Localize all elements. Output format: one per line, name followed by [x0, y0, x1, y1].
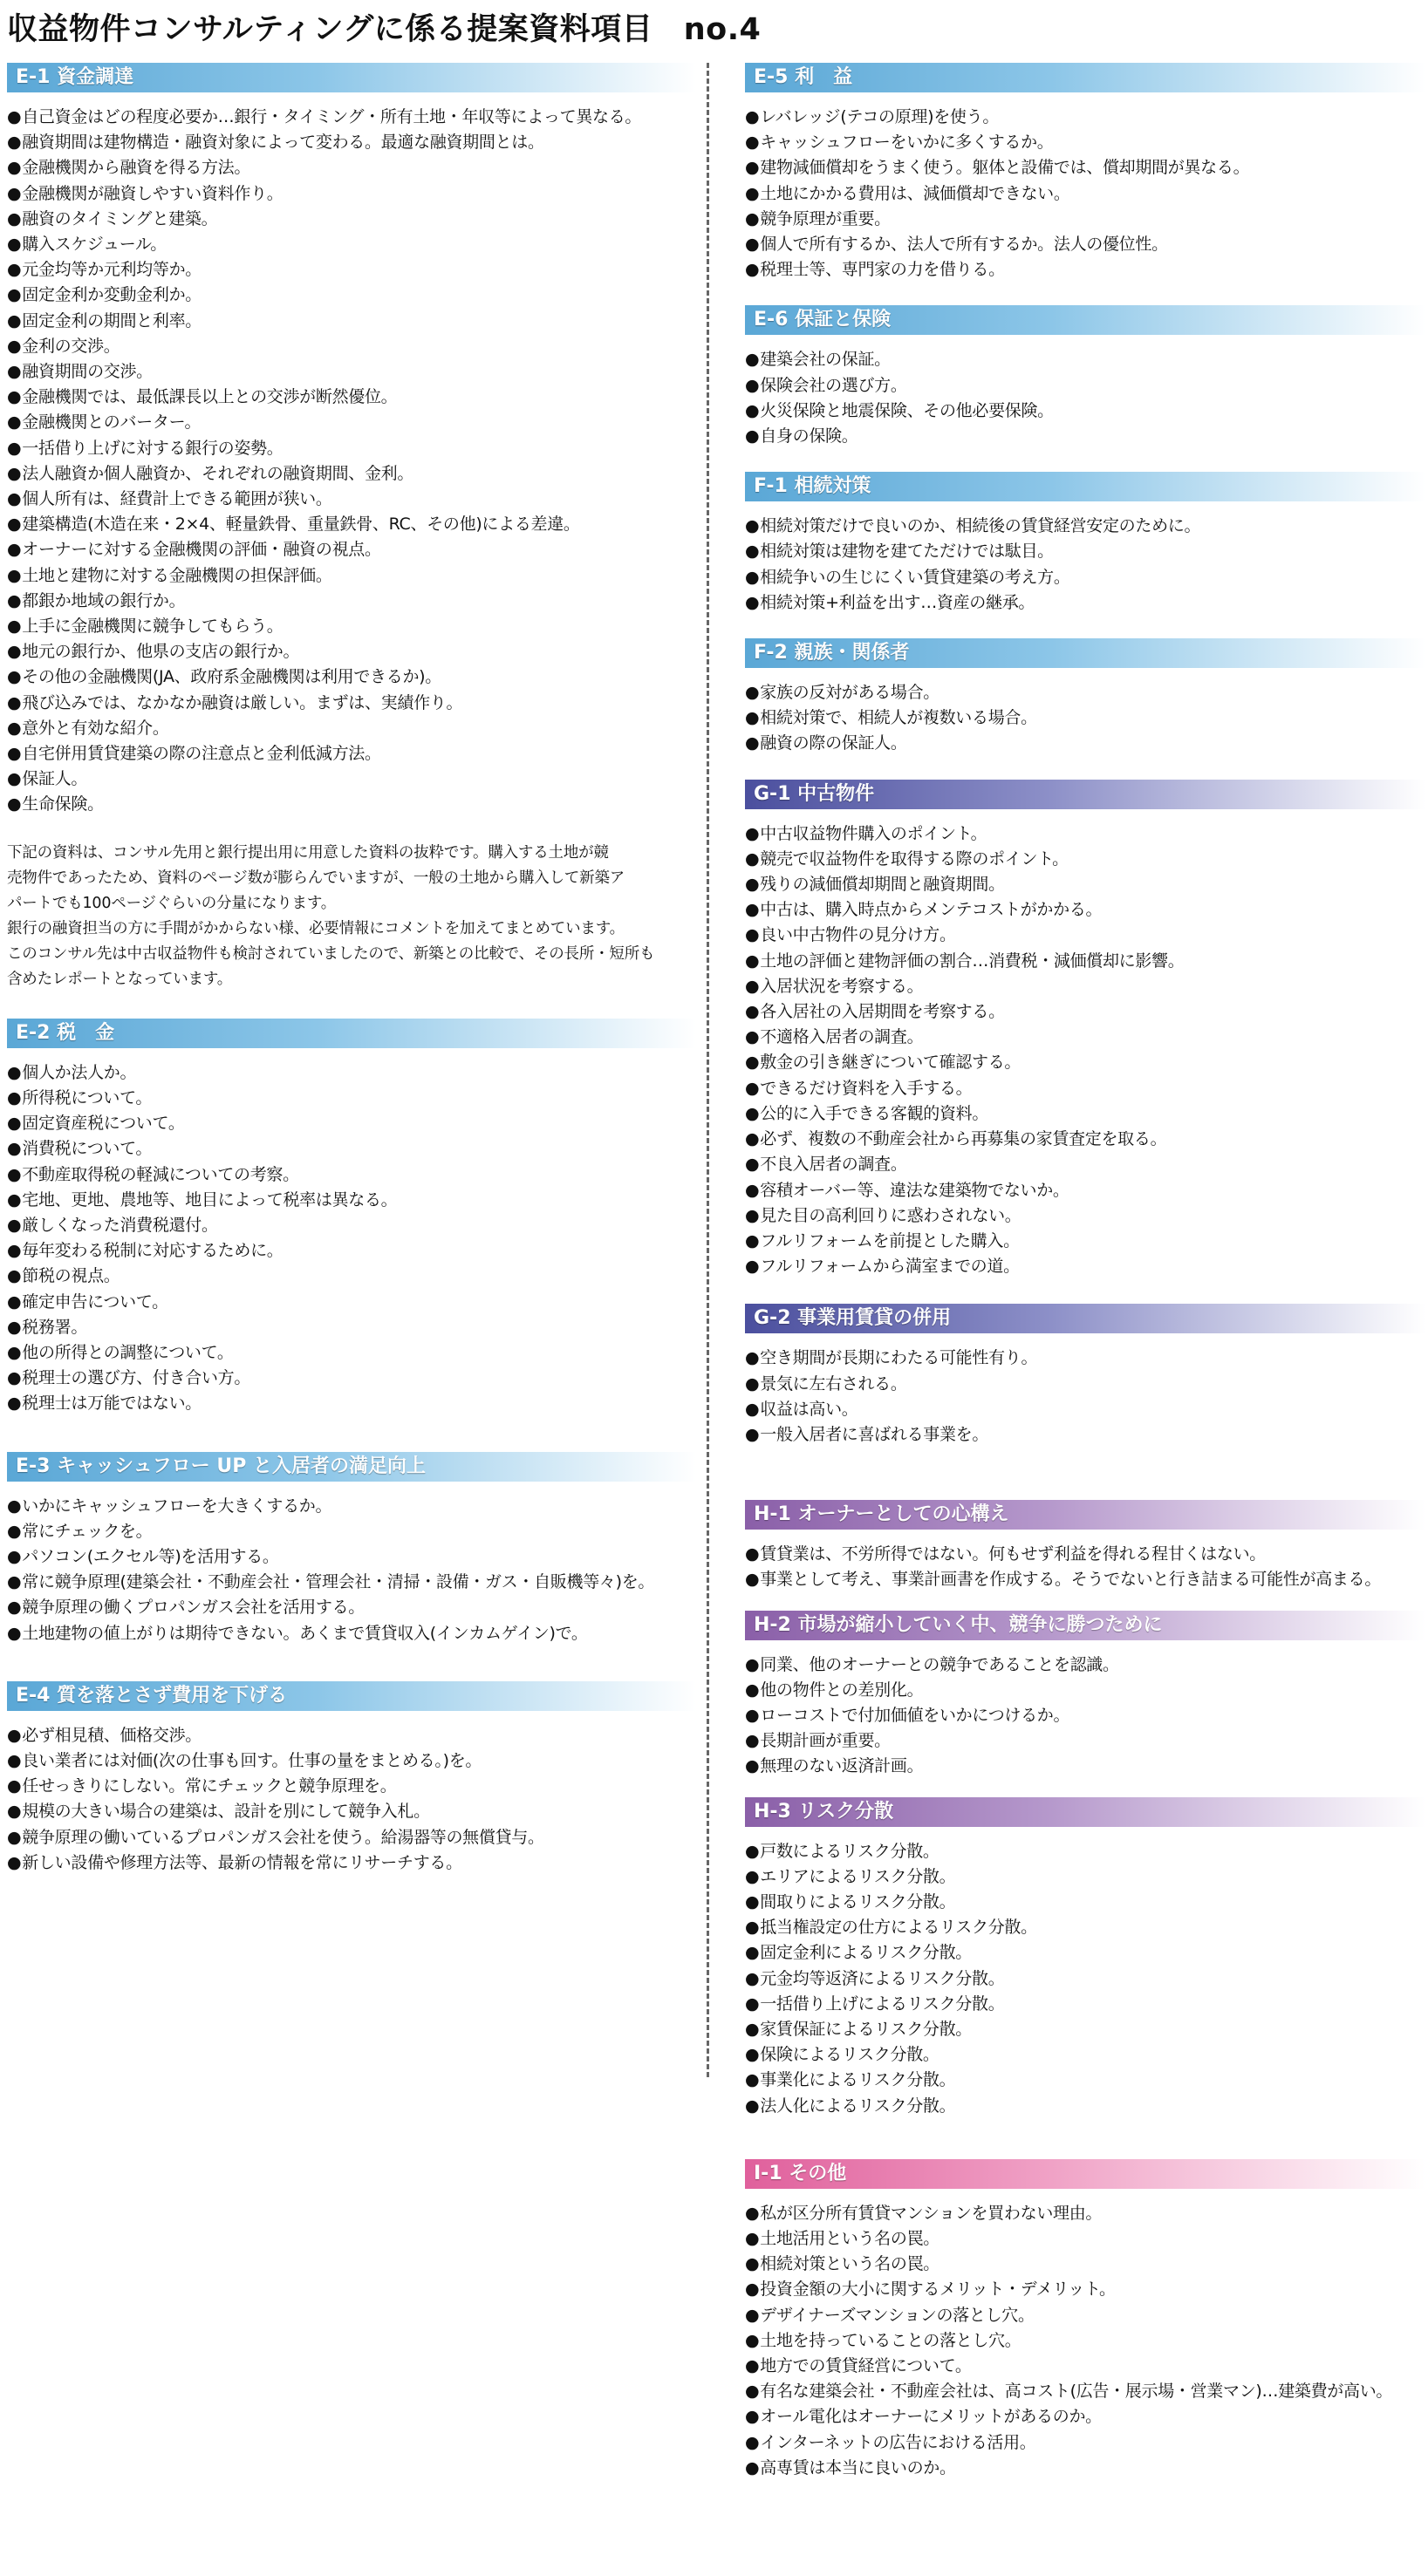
section-heading: E-5 利 益: [745, 63, 1425, 92]
section-heading: H-3 リスク分散: [745, 1797, 1425, 1827]
bullet-list: [745, 1839, 1425, 2119]
list-item: ● 一般入居者に喜ばれる事業を。: [745, 1422, 1425, 1448]
bullet-list: [745, 514, 1425, 616]
list-item: ● 良い中古物件の見分け方。: [745, 923, 1425, 948]
list-item: ● 他の所得との調整について。: [7, 1340, 696, 1366]
list-item: ● 公的に入手できる客観的資料。: [745, 1101, 1425, 1127]
list-item: ● できるだけ資料を入手する。: [745, 1076, 1425, 1101]
list-item: ● エリアによるリスク分散。: [745, 1864, 1425, 1890]
bullet-list: [7, 1723, 696, 1876]
list-item: ● 長期計画が重要。: [745, 1728, 1425, 1754]
list-item: ● 土地を持っていることの落とし穴。: [745, 2328, 1425, 2354]
list-item: ● 購入スケジュール。: [7, 232, 696, 257]
list-item: ● 敷金の引き継ぎについて確認する。: [745, 1050, 1425, 1075]
list-item: ● 景気に左右される。: [745, 1372, 1425, 1397]
list-item: ● オール電化はオーナーにメリットがあるのか。: [745, 2404, 1425, 2429]
list-item: ● デザイナーズマンションの落とし穴。: [745, 2303, 1425, 2328]
list-item: ● 金融機関では、最低課長以上との交渉が断然優位。: [7, 385, 696, 410]
section: [7, 1681, 696, 1876]
list-item: ● 残りの減価償却期間と融資期間。: [745, 872, 1425, 897]
list-item: ● 確定申告について。: [7, 1290, 696, 1315]
bullet-list: [7, 1494, 696, 1646]
list-item: ● 厳しくなった消費税還付。: [7, 1213, 696, 1238]
list-item: ● 金利の交渉。: [7, 334, 696, 359]
list-item: ● 事業として考え、事業計画書を作成する。そうでないと行き詰まる可能性が高まる。: [745, 1567, 1425, 1592]
list-item: ● 意外と有効な紹介。: [7, 716, 696, 741]
section: [745, 780, 1425, 1280]
list-item: ● 有名な建築会社・不動産会社は、高コスト(広告・展示場・営業マン)…建築費が高い。: [745, 2379, 1425, 2404]
list-item: ● 戸数によるリスク分散。: [745, 1839, 1425, 1864]
list-item: ● 競争原理の働くプロパンガス会社を活用する。: [7, 1595, 696, 1620]
list-item: ● 保険によるリスク分散。: [745, 2042, 1425, 2068]
list-item: ● 規模の大きい場合の建築は、設計を別にして競争入札。: [7, 1799, 696, 1824]
bullet-list: [745, 1346, 1425, 1448]
list-item: ● 家賃保証によるリスク分散。: [745, 2017, 1425, 2042]
list-item: ● 相続争いの生じにくい賃貸建築の考え方。: [745, 565, 1425, 590]
right-column: [745, 63, 1425, 2481]
list-item: ● 土地にかかる費用は、減価償却できない。: [745, 181, 1425, 207]
list-item: ● 元金均等返済によるリスク分散。: [745, 1966, 1425, 1992]
list-item: ● 私が区分所有賃貸マンションを買わない理由。: [745, 2201, 1425, 2226]
list-item: ● 競争原理の働いているプロパンガス会社を使う。給湯器等の無償貸与。: [7, 1825, 696, 1850]
note-line: このコンサル先は中古収益物件も検討されていましたので、新築との比較で、その長所・短所も: [7, 944, 655, 963]
list-item: ● 一括借り上げに対する銀行の姿勢。: [7, 436, 696, 461]
list-item: ● 固定資産税について。: [7, 1111, 696, 1136]
column-divider: [707, 63, 709, 2077]
list-item: ● 賃貸業は、不労所得ではない。何もせず利益を得れる程甘くはない。: [745, 1542, 1425, 1567]
list-item: ● 常に競争原理(建築会社・不動産会社・管理会社・清掃・設備・ガス・自販機等々)を。: [7, 1570, 696, 1595]
list-item: ● 中古収益物件購入のポイント。: [745, 821, 1425, 847]
section-heading: F-1 相続対策: [745, 472, 1425, 501]
list-item: ● 不適格入居者の調査。: [745, 1025, 1425, 1050]
list-item: ● 固定金利によるリスク分散。: [745, 1940, 1425, 1966]
list-item: ● 税理士は万能ではない。: [7, 1391, 696, 1416]
list-item: ● いかにキャッシュフローを大きくするか。: [7, 1494, 696, 1519]
list-item: ● 他の物件との差別化。: [745, 1678, 1425, 1703]
list-item: ● 保証人。: [7, 767, 696, 792]
list-item: ● 個人所有は、経費計上できる範囲が狭い。: [7, 487, 696, 512]
list-item: ● 無理のない返済計画。: [745, 1754, 1425, 1779]
list-item: ● 事業化によるリスク分散。: [745, 2068, 1425, 2093]
note-line: 含めたレポートとなっています。: [7, 970, 233, 988]
section-heading: I-1 その他: [745, 2159, 1425, 2189]
list-item: ● 新しい設備や修理方法等、最新の情報を常にリサーチする。: [7, 1850, 696, 1876]
note-line: 売物件であったため、資料のページ数が膨らんでいますが、一般の土地から購入して新築ア: [7, 869, 625, 887]
section-heading: G-1 中古物件: [745, 780, 1425, 809]
note-line: 下記の資料は、コンサル先用と銀行提出用に用意した資料の抜粋です。購入する土地が競: [7, 843, 609, 862]
list-item: ● 個人か法人か。: [7, 1060, 696, 1086]
list-item: ● 金融機関が融資しやすい資料作り。: [7, 181, 696, 207]
list-item: ● 自己資金はどの程度必要か…銀行・タイミング・所有土地・年収等によって異なる。: [7, 105, 696, 130]
list-item: ● 消費税について。: [7, 1136, 696, 1162]
list-item: ● 地元の銀行か、他県の支店の銀行か。: [7, 639, 696, 664]
list-item: ● 投資金額の大小に関するメリット・デメリット。: [745, 2277, 1425, 2302]
list-item: ● ローコストで付加価値をいかにつけるか。: [745, 1703, 1425, 1728]
left-column: [7, 63, 696, 1876]
list-item: ● 土地建物の値上がりは期待できない。あくまで賃貸収入(インカムゲイン)で。: [7, 1621, 696, 1646]
list-item: ● 相続対策だけで良いのか、相続後の賃貸経営安定のために。: [745, 514, 1425, 539]
list-item: ● 宅地、更地、農地等、地目によって税率は異なる。: [7, 1188, 696, 1213]
section: [745, 305, 1425, 449]
list-item: ● 税理士等、専門家の力を借りる。: [745, 257, 1425, 283]
bullet-list: [7, 105, 696, 818]
list-item: ● 土地と建物に対する金融機関の担保評価。: [7, 563, 696, 589]
list-item: ● フルリフォームを前提とした購入。: [745, 1229, 1425, 1254]
bullet-list: [745, 347, 1425, 449]
list-item: ● 個人で所有するか、法人で所有するか。法人の優位性。: [745, 232, 1425, 257]
list-item: ● 収益は高い。: [745, 1397, 1425, 1422]
list-item: ● 地方での賃貸経営について。: [745, 2354, 1425, 2379]
list-item: ● 中古は、購入時点からメンテコストがかかる。: [745, 897, 1425, 923]
list-item: ● 元金均等か元利均等か。: [7, 257, 696, 283]
list-item: ● 節税の視点。: [7, 1264, 696, 1289]
list-item: ● 建築構造(木造在来・2×4、軽量鉄骨、重量鉄骨、RC、その他)による差違。: [7, 512, 696, 537]
list-item: ● 空き期間が長期にわたる可能性有り。: [745, 1346, 1425, 1371]
bullet-list: [7, 1060, 696, 1417]
section: [7, 1452, 696, 1646]
list-item: ● 相続対策+利益を出す…資産の継承。: [745, 590, 1425, 616]
list-item: ● オーナーに対する金融機関の評価・融資の視点。: [7, 537, 696, 562]
list-item: ● 相続対策で、相続人が複数いる場合。: [745, 705, 1425, 731]
list-item: ● 良い業者には対価(次の仕事も回す。仕事の量をまとめる。)を。: [7, 1748, 696, 1774]
list-item: ● 競争原理が重要。: [745, 207, 1425, 232]
bullet-list: [745, 1653, 1425, 1780]
section: [7, 1019, 696, 1417]
list-item: ● 建築会社の保証。: [745, 347, 1425, 372]
section: [745, 1611, 1425, 1780]
list-item: ● 飛び込みでは、なかなか融資は厳しい。まずは、実績作り。: [7, 691, 696, 716]
section-heading: E-1 資金調達: [7, 63, 696, 92]
section: [745, 2159, 1425, 2481]
list-item: ● 火災保険と地震保険、その他必要保険。: [745, 399, 1425, 424]
list-item: ● キャッシュフローをいかに多くするか。: [745, 130, 1425, 155]
list-item: ● 生命保険。: [7, 792, 696, 817]
list-item: ● 家族の反対がある場合。: [745, 680, 1425, 705]
list-item: ● 任せっきりにしない。常にチェックと競争原理を。: [7, 1774, 696, 1799]
section-heading: H-2 市場が縮小していく中、競争に勝つために: [745, 1611, 1425, 1640]
section-heading: E-4 質を落とさず費用を下げる: [7, 1681, 696, 1711]
section-heading: E-2 税 金: [7, 1019, 696, 1048]
list-item: ● 税理士の選び方、付き合い方。: [7, 1366, 696, 1391]
list-item: ● 常にチェックを。: [7, 1519, 696, 1544]
section: [745, 1500, 1425, 1592]
list-item: ● 上手に金融機関に競争してもらう。: [7, 614, 696, 639]
list-item: ● 都銀か地域の銀行か。: [7, 589, 696, 614]
list-item: ● 保険会社の選び方。: [745, 373, 1425, 399]
list-item: ● 同業、他のオーナーとの競争であることを認識。: [745, 1653, 1425, 1678]
section-heading: G-2 事業用賃貸の併用: [745, 1304, 1425, 1333]
list-item: ● 相続対策は建物を建てただけでは駄目。: [745, 539, 1425, 564]
section-heading: E-3 キャッシュフロー UP と入居者の満足向上: [7, 1452, 696, 1482]
list-item: ● 間取りによるリスク分散。: [745, 1890, 1425, 1915]
section: [745, 638, 1425, 757]
list-item: ● 各入居社の入居期間を考察する。: [745, 999, 1425, 1025]
list-item: ● 融資期間の交渉。: [7, 359, 696, 385]
list-item: ● 金融機関から融資を得る方法。: [7, 155, 696, 181]
bullet-list: [745, 2201, 1425, 2481]
list-item: ● 融資期間は建物構造・融資対象によって変わる。最適な融資期間とは。: [7, 130, 696, 155]
list-item: ● 必ず相見積、価格交渉。: [7, 1723, 696, 1748]
list-item: ● 自身の保険。: [745, 424, 1425, 449]
list-item: ● 融資の際の保証人。: [745, 731, 1425, 756]
list-item: ● 高専賃は本当に良いのか。: [745, 2456, 1425, 2481]
bullet-list: [745, 680, 1425, 757]
section-heading: E-6 保証と保険: [745, 305, 1425, 335]
note-line: 銀行の融資担当の方に手間がかからない様、必要情報にコメントを加えてまとめています。: [7, 919, 625, 937]
section: [745, 1797, 1425, 2119]
list-item: ● 必ず、複数の不動産会社から再募集の家賃査定を取る。: [745, 1127, 1425, 1152]
section: [7, 63, 696, 992]
section-heading: F-2 親族・関係者: [745, 638, 1425, 668]
list-item: ● 所得税について。: [7, 1086, 696, 1111]
page-title: 収益物件コンサルティングに係る提案資料項目 no.4: [7, 12, 762, 47]
list-item: ● 不動産取得税の軽減についての考察。: [7, 1162, 696, 1188]
section: [745, 63, 1425, 283]
list-item: ● 税務署。: [7, 1315, 696, 1340]
explanatory-note: [7, 841, 696, 992]
list-item: ● 融資のタイミングと建築。: [7, 207, 696, 232]
list-item: ● 金融機関とのバーター。: [7, 410, 696, 435]
list-item: ● パソコン(エクセル等)を活用する。: [7, 1544, 696, 1570]
list-item: ● 不良入居者の調査。: [745, 1152, 1425, 1177]
list-item: ● 法人融資か個人融資か、それぞれの融資期間、金利。: [7, 461, 696, 487]
list-item: ● 抵当権設定の仕方によるリスク分散。: [745, 1915, 1425, 1940]
list-item: ● その他の金融機関(JA、政府系金融機関は利用できるか)。: [7, 664, 696, 690]
section-heading: H-1 オーナーとしての心構え: [745, 1500, 1425, 1530]
list-item: ● レバレッジ(テコの原理)を使う。: [745, 105, 1425, 130]
list-item: ● 毎年変わる税制に対応するために。: [7, 1238, 696, 1264]
list-item: ● 固定金利か変動金利か。: [7, 283, 696, 308]
list-item: ● 競売で収益物件を取得する際のポイント。: [745, 847, 1425, 872]
list-item: ● 建物減価償却をうまく使う。躯体と設備では、償却期間が異なる。: [745, 155, 1425, 181]
list-item: ● 固定金利の期間と利率。: [7, 309, 696, 334]
list-item: ● 入居状況を考察する。: [745, 974, 1425, 999]
section: [745, 1304, 1425, 1448]
note-line: パートでも100ページぐらいの分量になります。: [7, 894, 337, 912]
bullet-list: [745, 105, 1425, 283]
list-item: ● 土地活用という名の罠。: [745, 2226, 1425, 2252]
list-item: ● 土地の評価と建物評価の割合…消費税・減価償却に影響。: [745, 949, 1425, 974]
list-item: ● 容積オーバー等、違法な建築物でないか。: [745, 1178, 1425, 1203]
list-item: ● 見た目の高利回りに惑わされない。: [745, 1203, 1425, 1229]
list-item: ● 法人化によるリスク分散。: [745, 2094, 1425, 2119]
section: [745, 472, 1425, 616]
bullet-list: [745, 1542, 1425, 1592]
list-item: ● 相続対策という名の罠。: [745, 2252, 1425, 2277]
list-item: ● インターネットの広告における活用。: [745, 2430, 1425, 2456]
list-item: ● フルリフォームから満室までの道。: [745, 1254, 1425, 1279]
list-item: ● 自宅併用賃貸建築の際の注意点と金利低減方法。: [7, 741, 696, 767]
bullet-list: [745, 821, 1425, 1280]
list-item: ● 一括借り上げによるリスク分散。: [745, 1992, 1425, 2017]
